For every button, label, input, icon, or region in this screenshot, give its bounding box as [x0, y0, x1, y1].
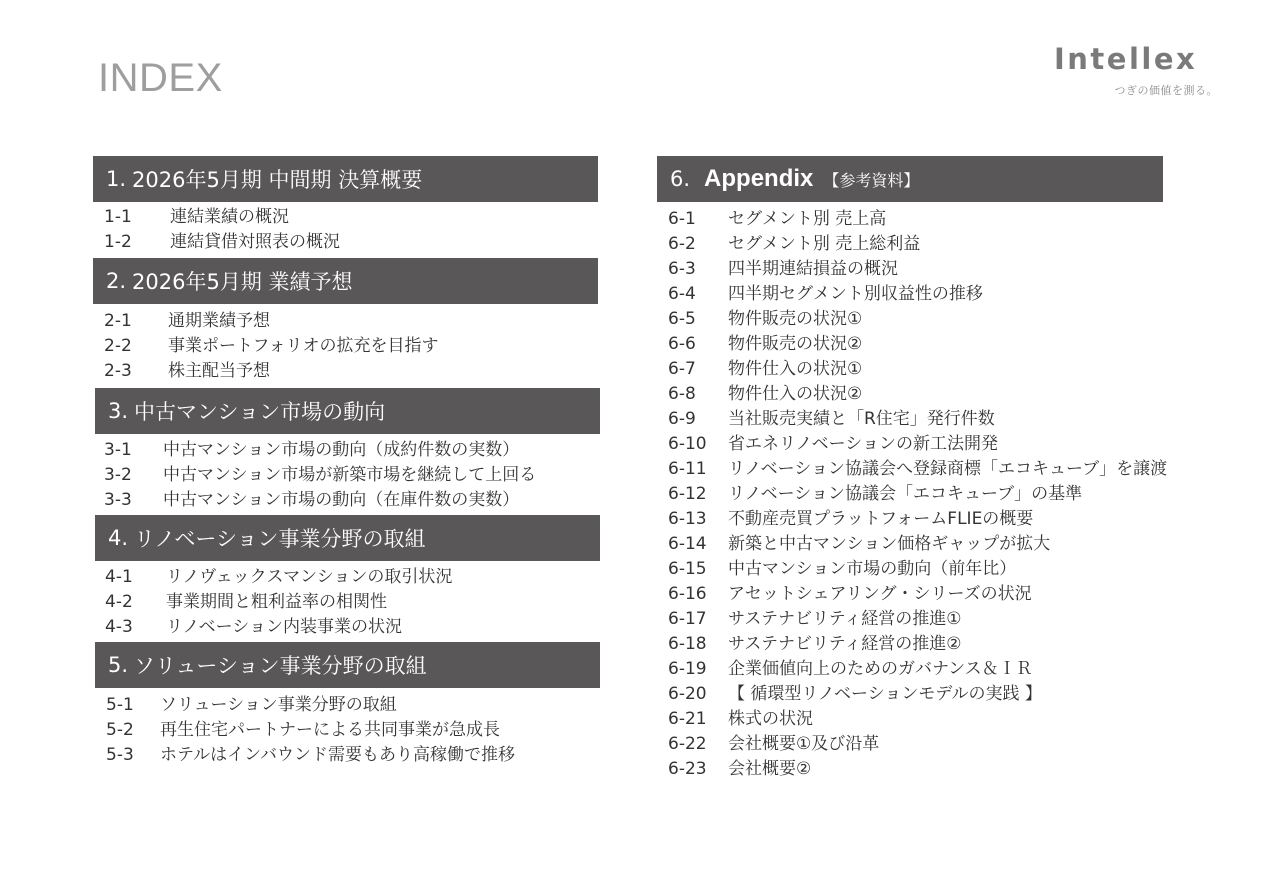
index-item[interactable] — [668, 357, 1167, 382]
item-code: 6-14 — [668, 534, 707, 554]
item-label: 連結業績の概況 — [170, 207, 289, 227]
item-label: 中古マンション市場が新築市場を継続して上回る — [163, 465, 537, 485]
item-code: 1-1 — [104, 207, 132, 227]
item-code: 6-12 — [668, 484, 707, 504]
item-label: ソリューション事業分野の取組 — [160, 695, 397, 715]
item-label: セグメント別 売上高 — [728, 209, 887, 229]
index-item[interactable] — [668, 582, 1167, 607]
index-item[interactable] — [104, 230, 340, 255]
item-code: 6-21 — [668, 709, 707, 729]
item-label: 四半期連結損益の概況 — [728, 259, 898, 279]
index-item[interactable] — [668, 432, 1167, 457]
item-label: 不動産売買プラットフォームFLIEの概要 — [728, 509, 1034, 529]
item-code: 4-2 — [105, 592, 133, 612]
item-label: リノベーション協議会へ登録商標「エコキューブ」を譲渡 — [728, 459, 1168, 479]
index-item[interactable] — [106, 743, 515, 768]
section-header-2[interactable] — [93, 258, 598, 304]
section-1-item-list — [104, 205, 340, 255]
index-item[interactable] — [668, 332, 1167, 357]
section-number: 1. — [106, 167, 127, 191]
index-item[interactable] — [668, 507, 1167, 532]
section-title: ソリューション事業分野の取組 — [134, 654, 427, 678]
item-code: 6-9 — [668, 409, 696, 429]
index-item[interactable] — [106, 718, 515, 743]
item-code: 3-1 — [104, 440, 132, 460]
index-item[interactable] — [104, 438, 536, 463]
section-3-item-list — [104, 438, 536, 513]
item-code: 6-18 — [668, 634, 707, 654]
item-code: 6-10 — [668, 434, 707, 454]
item-code: 5-3 — [106, 745, 134, 765]
item-label: 会社概要①及び沿革 — [728, 734, 880, 754]
item-code: 6-8 — [668, 384, 696, 404]
item-label: 物件仕入の状況① — [728, 359, 863, 379]
index-item[interactable] — [104, 359, 438, 384]
item-label: 【 循環型リノベーションモデルの実践 】 — [728, 684, 1042, 704]
item-code: 6-16 — [668, 584, 707, 604]
index-item[interactable] — [668, 657, 1167, 682]
logo-tagline: つぎの価値を測る。 — [1114, 84, 1218, 97]
item-code: 2-3 — [104, 361, 132, 381]
item-label: ホテルはインバウンド需要もあり高稼働で推移 — [160, 745, 515, 765]
section-4-item-list — [105, 565, 452, 640]
item-code: 2-1 — [104, 311, 132, 331]
index-item[interactable] — [668, 707, 1167, 732]
index-item[interactable] — [668, 382, 1167, 407]
item-label: 企業価値向上のためのガバナンス＆ＩＲ — [728, 659, 1033, 679]
section-number: 2. — [106, 269, 127, 293]
item-code: 4-1 — [105, 567, 133, 587]
page-title: INDEX — [98, 56, 223, 100]
item-label: 連結貸借対照表の概況 — [170, 232, 340, 252]
index-item[interactable] — [105, 590, 452, 615]
item-label: 再生住宅パートナーによる共同事業が急成長 — [160, 720, 500, 740]
section-title: Appendix — [704, 165, 814, 192]
section-number: 3. — [108, 399, 129, 423]
index-item[interactable] — [668, 457, 1167, 482]
section-number: 5. — [108, 653, 129, 677]
item-label: リノベーション協議会「エコキューブ」の基準 — [728, 484, 1083, 504]
item-label: 中古マンション市場の動向（成約件数の実数） — [163, 440, 520, 460]
item-label: 株主配当予想 — [168, 361, 270, 381]
index-item[interactable] — [104, 205, 340, 230]
index-item[interactable] — [105, 615, 452, 640]
section-number: 4. — [108, 526, 129, 550]
index-item[interactable] — [668, 207, 1167, 232]
item-code: 3-2 — [104, 465, 132, 485]
item-label: 事業ポートフォリオの拡充を目指す — [168, 336, 439, 356]
item-label: 四半期セグメント別収益性の推移 — [728, 284, 983, 304]
item-code: 6-4 — [668, 284, 696, 304]
index-item[interactable] — [668, 732, 1167, 757]
index-item[interactable] — [668, 307, 1167, 332]
item-code: 5-1 — [106, 695, 134, 715]
item-label: 物件販売の状況② — [728, 334, 863, 354]
item-label: 事業期間と粗利益率の相関性 — [166, 592, 387, 612]
item-code: 6-7 — [668, 359, 696, 379]
item-label: 株式の状況 — [728, 709, 813, 729]
item-label: サステナビリティ経営の推進① — [728, 609, 962, 629]
item-code: 3-3 — [104, 490, 132, 510]
item-code: 6-1 — [668, 209, 696, 229]
index-item[interactable] — [104, 309, 438, 334]
item-code: 6-19 — [668, 659, 707, 679]
item-label: リノベーション内装事業の状況 — [166, 617, 402, 637]
item-code: 6-2 — [668, 234, 696, 254]
index-item[interactable] — [104, 488, 536, 513]
item-label: サステナビリティ経営の推進② — [728, 634, 962, 654]
section-header-3[interactable] — [95, 388, 600, 434]
section-title: 中古マンション市場の動向 — [134, 400, 386, 424]
index-item[interactable] — [668, 682, 1167, 707]
index-item[interactable] — [106, 693, 515, 718]
section-title: リノベーション事業分野の取組 — [134, 527, 426, 551]
index-item[interactable] — [104, 334, 438, 359]
item-code: 6-11 — [668, 459, 707, 479]
index-item[interactable] — [668, 607, 1167, 632]
item-label: 物件販売の状況① — [728, 309, 863, 329]
item-label: 通期業績予想 — [168, 311, 270, 331]
item-code: 6-23 — [668, 759, 707, 779]
index-item[interactable] — [105, 565, 452, 590]
item-code: 6-13 — [668, 509, 707, 529]
section-header-4[interactable] — [95, 515, 600, 561]
item-code: 2-2 — [104, 336, 132, 356]
index-item[interactable] — [668, 632, 1167, 657]
appendix-item-list — [668, 207, 1167, 782]
section-2-item-list — [104, 309, 438, 384]
index-item[interactable] — [668, 257, 1167, 282]
item-code: 6-17 — [668, 609, 707, 629]
item-code: 6-15 — [668, 559, 707, 579]
item-label: セグメント別 売上総利益 — [728, 234, 921, 254]
item-code: 6-3 — [668, 259, 696, 279]
index-item[interactable] — [668, 757, 1167, 782]
item-code: 4-3 — [105, 617, 133, 637]
item-label: アセットシェアリング・シリーズの状況 — [728, 584, 1032, 604]
index-item[interactable] — [668, 482, 1167, 507]
item-label: 当社販売実績と「R住宅」発行件数 — [728, 409, 995, 429]
item-label: 新築と中古マンション価格ギャップが拡大 — [728, 534, 1051, 554]
index-item[interactable] — [104, 463, 536, 488]
index-item[interactable] — [668, 232, 1167, 257]
item-label: 省エネリノベーションの新工法開発 — [728, 434, 998, 454]
item-label: 物件仕入の状況② — [728, 384, 863, 404]
company-logo — [1050, 42, 1220, 102]
section-number: 6. — [670, 167, 691, 191]
section-header-1[interactable] — [93, 156, 598, 202]
index-item[interactable] — [668, 407, 1167, 432]
section-title: 2026年5月期 業績予想 — [132, 270, 353, 294]
item-label: 中古マンション市場の動向（前年比） — [728, 559, 1017, 579]
item-code: 6-5 — [668, 309, 696, 329]
section-note: 【参考資料】 — [823, 170, 920, 190]
index-item[interactable] — [668, 282, 1167, 307]
section-5-item-list — [106, 693, 515, 768]
item-code: 1-2 — [104, 232, 132, 252]
index-item[interactable] — [668, 557, 1167, 582]
item-label: リノヴェックスマンションの取引状況 — [166, 567, 453, 587]
index-item[interactable] — [668, 532, 1167, 557]
item-code: 6-22 — [668, 734, 707, 754]
item-label: 会社概要② — [728, 759, 812, 779]
item-label: 中古マンション市場の動向（在庫件数の実数） — [163, 490, 520, 510]
logo-wordmark: Intellex — [1054, 42, 1198, 76]
section-title: 2026年5月期 中間期 決算概要 — [132, 168, 423, 192]
item-code: 5-2 — [106, 720, 134, 740]
section-header-appendix[interactable] — [657, 156, 1163, 202]
item-code: 6-6 — [668, 334, 696, 354]
section-header-5[interactable] — [95, 642, 600, 688]
item-code: 6-20 — [668, 684, 707, 704]
